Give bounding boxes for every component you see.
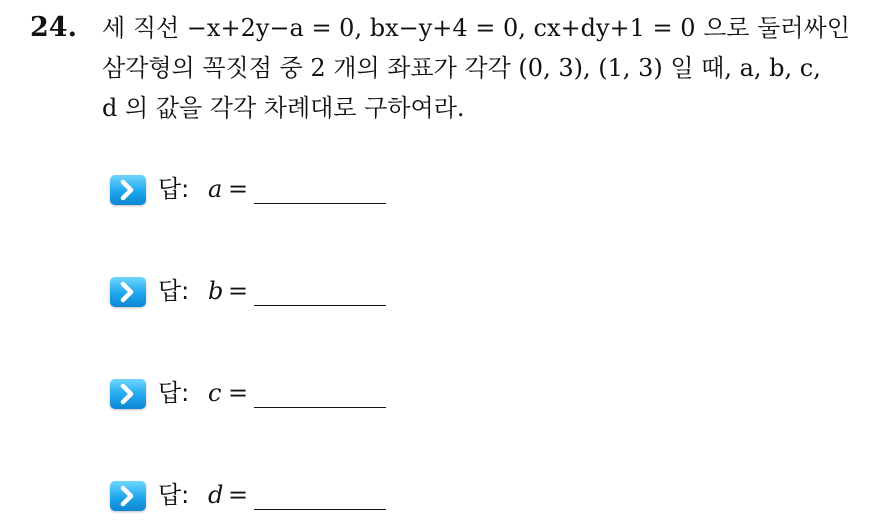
- answer-variable: c: [208, 379, 222, 407]
- question-line-3: d 의 값을 각각 차례대로 구하여라.: [102, 94, 465, 122]
- question-line-2: 삼각형의 꼭짓점 중 2 개의 좌표가 각각 (0, 3), (1, 3) 일 때, a, b, c,: [102, 54, 821, 82]
- answer-blank-d[interactable]: [254, 509, 386, 510]
- chevron-right-icon: [110, 175, 146, 205]
- answer-blank-b[interactable]: [254, 305, 386, 306]
- answer-row-a: [110, 173, 410, 223]
- equals-sign: =: [228, 175, 249, 203]
- answer-row-c: [110, 377, 410, 427]
- answer-variable: d: [208, 481, 224, 509]
- answer-variable: b: [208, 277, 224, 305]
- equals-sign: =: [228, 481, 249, 509]
- equals-sign: =: [228, 277, 249, 305]
- question-number: 24.: [30, 12, 77, 43]
- answer-label: 답:: [158, 481, 190, 509]
- equals-sign: =: [228, 379, 249, 407]
- chevron-right-icon: [110, 277, 146, 307]
- question-line-1: 세 직선 −x+2y−a = 0, bx−y+4 = 0, cx+dy+1 = 0 으로 둘러싸인: [102, 14, 850, 42]
- answer-blank-c[interactable]: [254, 407, 386, 408]
- answer-variable: a: [208, 175, 223, 203]
- answer-row-b: [110, 275, 410, 325]
- answer-blank-a[interactable]: [254, 203, 386, 204]
- chevron-right-icon: [110, 481, 146, 511]
- answer-label: 답:: [158, 379, 190, 407]
- chevron-right-icon: [110, 379, 146, 409]
- answer-label: 답:: [158, 175, 190, 203]
- answer-label: 답:: [158, 277, 190, 305]
- answer-row-d: [110, 479, 410, 529]
